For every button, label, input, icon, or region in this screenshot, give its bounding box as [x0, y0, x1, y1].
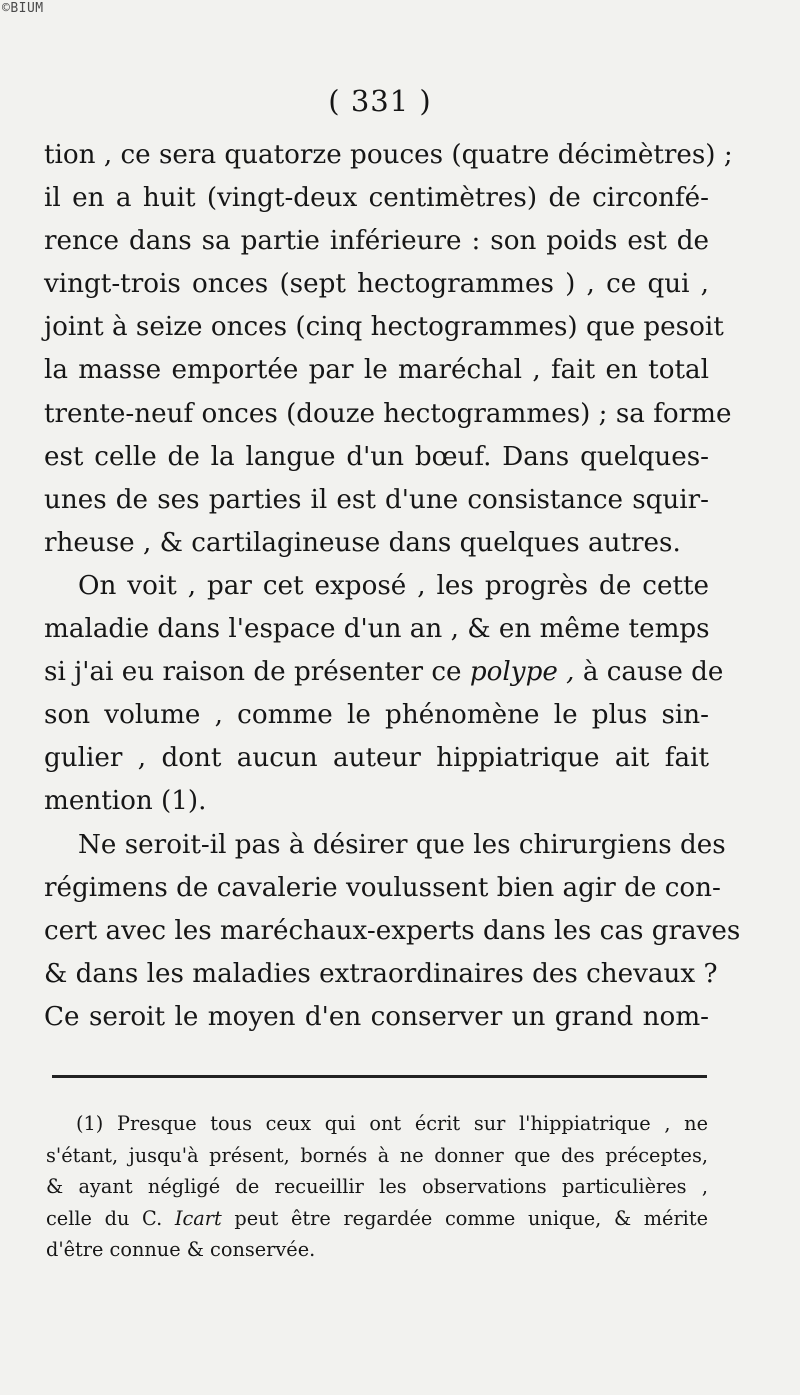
- text-line: gulier , dont aucun auteur hippiatrique ait fait: [44, 743, 709, 774]
- text-line: régimens de cavalerie voulussent bien agir de con-: [44, 872, 721, 903]
- body-text: [44, 134, 741, 1039]
- text-line: rheuse , & cartilagineuse dans quelques autres.: [44, 527, 681, 558]
- text-line: cert avec les maréchaux-experts dans les cas graves: [44, 915, 741, 946]
- paragraph-start-line: Ne seroit-il pas à désirer que les chirurgiens des: [78, 829, 726, 860]
- text-segment: à cause de: [574, 657, 724, 688]
- text-segment: peut être regardée comme unique, & mérite: [221, 1206, 708, 1230]
- footnote-line: s'étant, jusqu'à présent, bornés à ne donner que des préceptes,: [46, 1143, 708, 1167]
- text-line: joint à seize onces (cinq hectogrammes) que pesoit: [44, 312, 724, 343]
- text-line: il en a huit (vingt-deux centimètres) de circonfé-: [44, 183, 709, 214]
- text-line: trente-neuf onces (douze hectogrammes) ; sa forme: [44, 398, 732, 429]
- text-segment: celle du C.: [46, 1206, 175, 1230]
- text-line: Ce seroit le moyen d'en conserver un grand nom-: [44, 1001, 709, 1032]
- text-line: unes de ses parties il est d'une consistance squir-: [44, 484, 709, 515]
- text-line: mention (1).: [44, 786, 207, 817]
- text-line: maladie dans l'espace d'un an , & en même temps: [44, 614, 710, 645]
- text-line: vingt-trois onces (sept hectogrammes ) , ce qui ,: [44, 269, 709, 300]
- paragraph-start-line: On voit , par cet exposé , les progrès de cette: [78, 570, 709, 601]
- text-line: & dans les maladies extraordinaires des chevaux ?: [44, 958, 718, 989]
- footnote-line-with-italic: [46, 1203, 708, 1235]
- text-segment: si j'ai eu raison de présenter ce: [44, 657, 470, 688]
- footnote-line: d'être connue & conservée.: [46, 1238, 316, 1262]
- footnote: [46, 1108, 708, 1266]
- footnote-line: & ayant négligé de recueillir les observations particulières ,: [46, 1175, 708, 1199]
- footnote-line: (1) Presque tous ceux qui ont écrit sur l'hippiatrique , ne: [76, 1112, 708, 1135]
- italic-word: polype ,: [469, 657, 575, 688]
- text-line: la masse emportée par le maréchal , fait en total: [44, 355, 709, 386]
- text-line-with-italic: [44, 651, 724, 694]
- footnote-divider: [52, 1075, 707, 1078]
- watermark: ©BIUM: [2, 1, 44, 16]
- italic-name: Icart: [174, 1206, 222, 1230]
- text-line: est celle de la langue d'un bœuf. Dans quelques-: [44, 441, 709, 472]
- page-number: ( 331 ): [328, 84, 432, 118]
- text-line: rence dans sa partie inférieure : son poids est de: [44, 226, 709, 257]
- text-line: son volume , comme le phénomène le plus sin-: [44, 700, 709, 731]
- text-line: tion , ce sera quatorze pouces (quatre décimètres) ;: [44, 140, 733, 170]
